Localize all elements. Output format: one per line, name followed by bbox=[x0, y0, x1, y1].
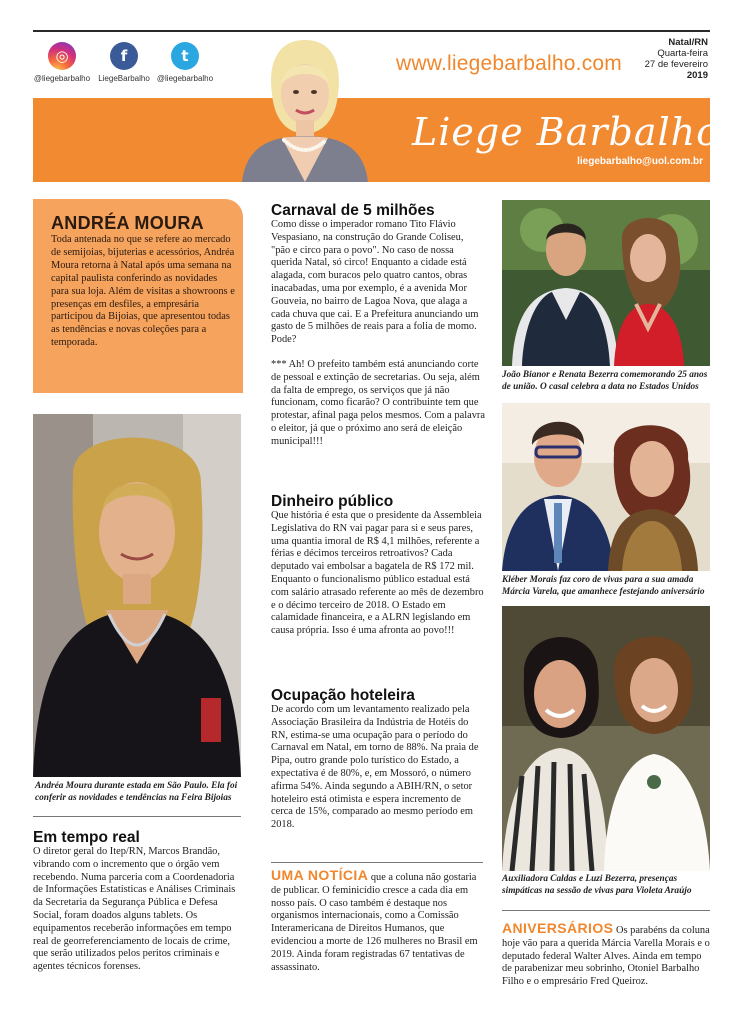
instagram-handle: @liegebarbalho bbox=[33, 74, 91, 83]
divider-right bbox=[502, 910, 710, 911]
photo-auxiliadora-luzi bbox=[502, 606, 710, 871]
social-instagram[interactable] bbox=[29, 42, 95, 83]
andrea-text: Toda antenada no que se refere ao mercado de semijoias, bijuterias e acessórios, Andréa Moura retorna à Natal após uma semana na capital paulista conferindo as novidades para sua loja. Além de visitas a showroons e presenças em desfiles, a empresária participou da Bijoias, que apresentou todas as tendências e novas coleções para a temporada. bbox=[51, 234, 235, 349]
tempo-real-title: Em tempo real bbox=[33, 829, 140, 846]
dinheiro-title: Dinheiro público bbox=[271, 493, 394, 510]
twitter-icon: t bbox=[171, 42, 199, 70]
andrea-caption: Andréa Moura durante estada em São Paulo. Ela foi conferir as novidades e tendências na Feira Bijoias bbox=[35, 781, 238, 803]
andrea-feature-box bbox=[33, 199, 243, 393]
date-city: Natal/RN bbox=[668, 37, 708, 48]
columnist-portrait bbox=[232, 36, 378, 182]
twitter-handle: @liegebarbalho bbox=[156, 74, 214, 83]
dinheiro-section bbox=[271, 493, 485, 638]
date-block bbox=[645, 37, 708, 81]
photo-couple-anniversary bbox=[502, 200, 710, 366]
aniversarios-lead: ANIVERSÁRIOS bbox=[502, 920, 614, 936]
date-day: 27 de fevereiro bbox=[644, 59, 708, 70]
noticia-lead: UMA NOTÍCIA bbox=[271, 867, 369, 883]
divider-middle bbox=[271, 862, 483, 863]
ocupacao-section bbox=[271, 687, 485, 832]
caption-auxiliadora-luzi: Auxiliadora Caldas e Luzi Bezerra, presenças simpáticas na sessão de vivas para Violeta Araújo bbox=[502, 874, 692, 896]
dinheiro-text: Que história é esta que o presidente da Assembleia Legislativa do RN vai pagar para si e seus pares, uma quantia imoral de R$ 4,1 milhões, referente a férias e décimos terceiros retroativos? Cada deputado vai embolsar a bagatela de R$ 172 mil. Enquanto o funcionalismo público estadual está com salário atrasado referente ao mês de dezembro e o décimo terceiro de 2018. O Estado em calamidade financeira, e a ALRN legislando em causa própria. Isso é uma afronta ao povo!!! bbox=[271, 510, 484, 637]
photo-kleber-marcia bbox=[502, 403, 710, 571]
noticia-section bbox=[271, 869, 485, 974]
date-year: 2019 bbox=[686, 70, 708, 81]
aniversarios-text: Os parabéns da coluna hoje vão para a querida Márcia Varella Morais e o deputado federal Walter Alves. Ainda em tempo de parabenizar meu sobrinho, Otoniel Barbalho Filho e o empresário Fred Queiroz. bbox=[502, 925, 710, 988]
carnaval-text-2: *** Ah! O prefeito também está anunciando corte de pessoal e extinção de secretarias. Ou seja, além da falta de emprego, os serviços que já não funcionam, como ficarão? O contribuinte tem que protestar, afinal paga pelos mesmos. Com a palavra o eleitor, já que o próximo ano será de eleição municipal!!! bbox=[271, 358, 485, 447]
top-rule bbox=[33, 30, 710, 32]
tempo-real-text: O diretor geral do Itep/RN, Marcos Brandão, vibrando com o incremento que o órgão vem recebendo. Numa parceria com a Coordenadoria de Informações Estatísticas e Análises Criminais da Secretaria da Segurança Pública e Defesa Social, foram doados alguns tablets. Os equipamentos receberão informações em tempo real de georreferenciamento de locais de crime, que serão utilizados pelos peritos criminais e agentes técnicos forenses. bbox=[33, 846, 236, 973]
noticia-text: que a coluna não gostaria de publicar. O feminicídio cresce a cada dia em nosso país. O caso também é destaque nos organismos internacionais, como a Comissão Interamericana de Direitos Humanos, que evidenciou a morte de 126 mulheres no Brasil em 2019. Ainda foram registradas 67 tentativas de assassinato. bbox=[271, 872, 478, 973]
divider-left bbox=[33, 816, 241, 817]
andrea-photo bbox=[33, 414, 241, 777]
ocupacao-title: Ocupação hoteleira bbox=[271, 687, 415, 704]
banner-email[interactable]: liegebarbalho@uol.com.br bbox=[577, 156, 703, 167]
caption-kleber-marcia: Kléber Morais faz coro de vivas para a sua amada Márcia Varela, que amanhece festejando aniversário bbox=[502, 575, 705, 597]
site-url[interactable]: www.liegebarbalho.com bbox=[396, 52, 622, 75]
carnaval-section bbox=[271, 202, 485, 449]
tempo-real-section bbox=[33, 829, 243, 974]
ocupacao-text: De acordo com um levantamento realizado pela Associação Brasileira da Indústria de Hotéis do RN, estima-se uma ocupação para o período do Carnaval em Natal, em torno de 88%. Na praia de Pipa, outro grande polo turístico do Estado, a expectativa é de 80%, e, em Mossoró, o número afirma 54%. Ainda segundo a ABIH/RN, o setor hoteleiro está otimista e espera incremento de cerca de 15%, comparado ao mesmo período em 2018. bbox=[271, 704, 479, 831]
aniversarios-section bbox=[502, 922, 712, 989]
andrea-title: ANDRÉA MOURA bbox=[51, 213, 204, 233]
date-weekday: Quarta-feira bbox=[657, 48, 708, 59]
social-twitter[interactable] bbox=[152, 42, 218, 83]
carnaval-text-1: Como disse o imperador romano Tito Flávio Vespasiano, na construção do Grande Coliseu, "pão e circo para o povo". No caso de nossa querida Natal, só circo! Enquanto a cidade está alagada, com buracos pelo quatro cantos, obras inacabadas, uma por exemplo, é a avenida Mor Gouveia, no bairro de Lagoa Nova, que alaga a cada chuva que cai. E a Prefeitura anunciando um gasto de 5 milhões de reais para a folia de momo. Pode? bbox=[271, 219, 479, 346]
carnaval-title: Carnaval de 5 milhões bbox=[271, 202, 435, 219]
banner-name: Liege Barbalho bbox=[412, 110, 720, 154]
facebook-handle: LiegeBarbalho bbox=[98, 74, 150, 83]
social-facebook[interactable] bbox=[91, 42, 157, 83]
facebook-icon: f bbox=[110, 42, 138, 70]
caption-couple-anniversary: João Bianor e Renata Bezerra comemorando 25 anos de união. O casal celebra a data no Estados Unidos bbox=[502, 370, 708, 392]
instagram-icon: ◎ bbox=[48, 42, 76, 70]
